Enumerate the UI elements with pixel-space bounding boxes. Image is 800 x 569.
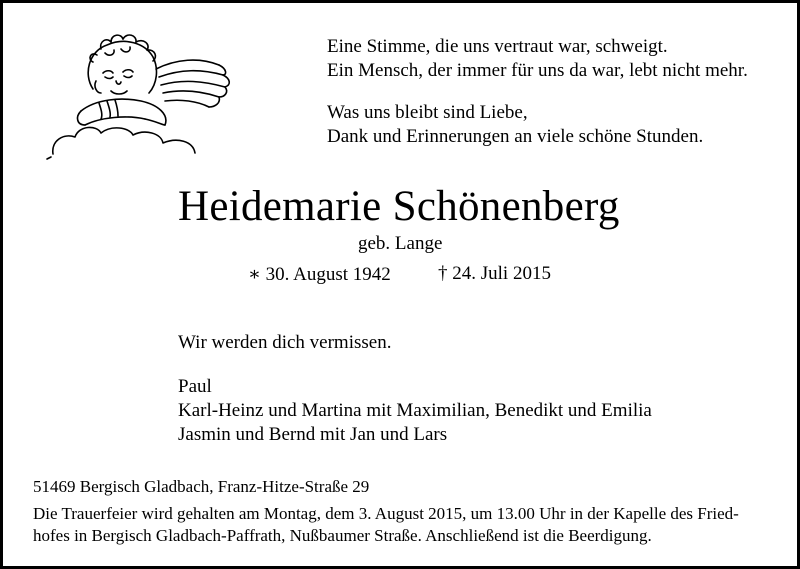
birth-name: geb. Lange [358, 233, 443, 254]
funeral-notice-line: hofes in Bergisch Gladbach-Paffrath, Nußbaumer Straße. Anschließend ist die Beerdigung. [33, 526, 652, 545]
mourners-list [178, 375, 652, 447]
birth-symbol-icon: ∗ [248, 264, 261, 285]
mourner-line: Paul [178, 376, 212, 397]
death-info [438, 263, 551, 285]
poem-line: Ein Mensch, der immer für uns da war, lebt nicht mehr. [327, 60, 748, 81]
mourner-line: Karl-Heinz und Martina mit Maximilian, Benedikt und Emilia [178, 400, 652, 421]
funeral-notice-line: Die Trauerfeier wird gehalten am Montag, dem 3. August 2015, um 13.00 Uhr in der Kapelle des Fried- [33, 504, 739, 523]
funeral-notice [33, 503, 773, 547]
poem-line: Eine Stimme, die uns vertraut war, schweigt. [327, 36, 668, 57]
address: 51469 Bergisch Gladbach, Franz-Hitze-Straße 29 [33, 477, 370, 496]
poem [327, 35, 748, 149]
poem-line: Dank und Erinnerungen an viele schöne Stunden. [327, 126, 704, 147]
angel-icon [41, 29, 246, 164]
birth-date: 30. August 1942 [265, 264, 391, 285]
farewell-message: Wir werden dich vermissen. [178, 332, 392, 353]
deceased-name: Heidemarie Schönenberg [178, 183, 620, 230]
life-dates [248, 263, 551, 286]
death-date: 24. Juli 2015 [452, 263, 551, 284]
cross-icon: † [438, 263, 448, 284]
poem-line: Was uns bleibt sind Liebe, [327, 102, 528, 123]
mourner-line: Jasmin und Bernd mit Jan und Lars [178, 424, 448, 445]
